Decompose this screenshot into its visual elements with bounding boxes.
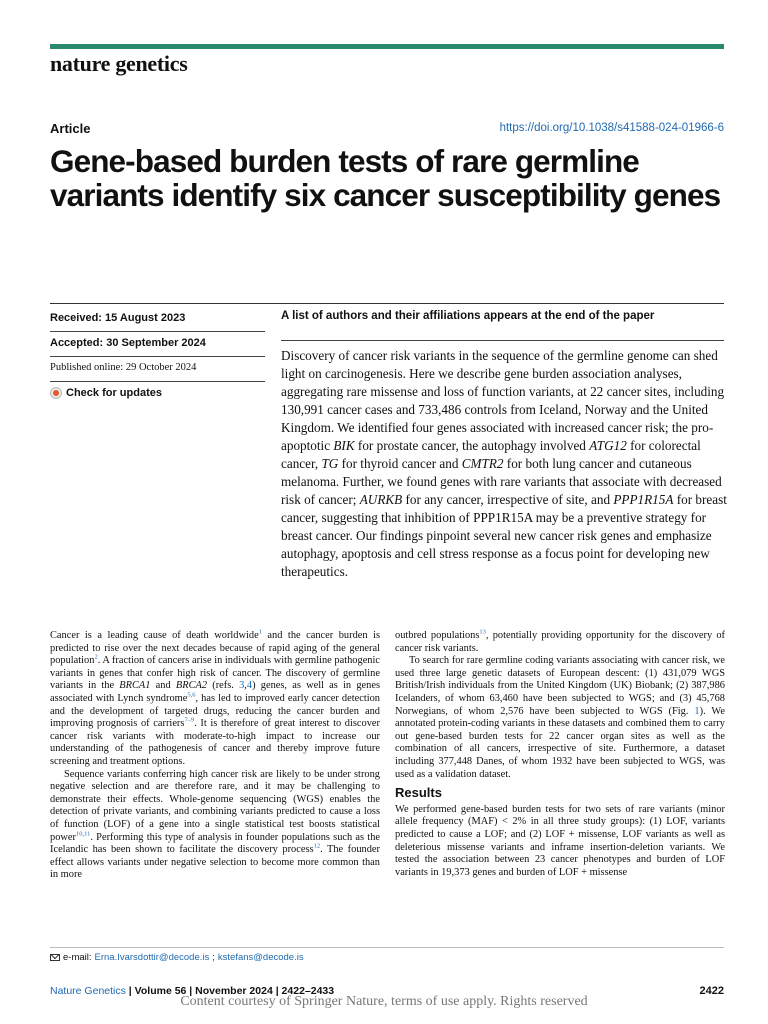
envelope-icon <box>50 954 60 961</box>
check-updates-label: Check for updates <box>66 387 162 399</box>
citation-link[interactable]: 4 <box>246 680 253 692</box>
article-type-label: Article <box>50 121 91 136</box>
header-accent-bar <box>50 44 724 49</box>
abstract: Discovery of cancer risk variants in the sequence of the germline genome can shed light on carcinogenesis. Here we describe gene burden association analyses, aggregating rare missense and loss of function variants, at 22 cancer sites, including 130,991 cancer cases and 733,486 controls from Iceland, Norway and the United Kingdom. We identified four genes associated with increased cancer risk; the pro-apoptotic BIK for prostate cancer, the autophagy involved ATG12 for colorectal cancer, TG for thyroid cancer and CMTR2 for both lung cancer and cutaneous melanoma. Further, we found genes with rare variants that associate with decreased risk of cancer; AURKB for any cancer, irrespective of site, and PPP1R15A for breast cancer, suggesting that inhibition of PPP1R15A may be a preventive strategy for breast cancer. Our findings pinpoint several new cancer risk genes and emphasize autophagy, apoptosis and cell stress response as a focus point for developing new therapeutics. <box>281 348 727 579</box>
intro-paragraph: Sequence variants conferring high cancer risk are likely to be under strong negative selection and are therefore rare, and it may be challenging to demonstrate their effects. Whole-genome sequencing (WGS) enables the detection of private variants, and combining variants predicted to cause a loss of function (LOF) of a gene into a single statistical test boosts statistical power$^{10,11}$. Performing this type of analysis in founder populations such as the Icelandic has been shown to facilitate the discovery process$^{12}$. The founder effect allows variants under negative selection to become more common than in more <box>50 768 380 881</box>
meta-divider <box>50 381 265 382</box>
gene-name: BRCA2 <box>175 680 208 692</box>
footer-journal-link[interactable]: Nature Genetics <box>50 985 126 997</box>
citation-link[interactable]: 12 <box>313 842 321 850</box>
figure-link[interactable]: 1 <box>694 705 700 717</box>
check-for-updates-button[interactable] <box>50 387 162 399</box>
email-link[interactable]: Erna.Ivarsdottir@decode.is <box>94 952 210 963</box>
meta-divider <box>50 331 265 332</box>
article-title: Gene-based burden tests of rare germline variants identify six cancer susceptibility genes <box>50 143 721 213</box>
received-date: Received: 15 August 2023 <box>50 312 186 324</box>
gene-name: AURKB <box>359 492 403 507</box>
citation-link[interactable]: 13 <box>479 628 486 636</box>
body-column-right <box>395 630 725 879</box>
intro-paragraph: Cancer is a leading cause of death worldwide$^1$ and the cancer burden is predicted to rise over the next decades because of rapid aging of the general population$^2$. A fraction of cancers arise in individuals with germline pathogenic variants in genes that confer high risk of cancer. The discovery of germline variants in the BRCA1 and BRCA2 (refs. 3,4) genes, as well as in genes associated with Lynch syndrome$^{5,6}$, has led to improved early cancer detection and the development of targeted drugs, reducing the cancer burden and improving prognosis of carriers$^{7-9}$. It is therefore of great interest to discover cancer risk variants with moderate-to-high impact to increase our understanding of the pathogenesis of cancer and thereby improve future screening and treatment options. <box>50 628 381 767</box>
journal-logo: nature genetics <box>50 51 188 76</box>
gene-name: PPP1R15A <box>613 492 674 507</box>
citation-link[interactable]: 5,6 <box>187 691 196 699</box>
courtesy-watermark: Content courtesy of Springer Nature, terms of use apply. Rights reserved <box>180 994 588 1009</box>
doi-link[interactable]: https://doi.org/10.1038/s41588-024-01966-6 <box>499 122 724 134</box>
correspondence-email: e-mail: Erna.Ivarsdottir@decode.is ; kstefans@decode.is <box>50 952 304 963</box>
title-divider <box>50 303 724 304</box>
gene-name: ATG12 <box>589 438 627 453</box>
intro-paragraph: To search for rare germline coding variants associating with cancer risk, we used three large genetic datasets of European descent: (1) 431,079 WGS British/Irish individuals from the United Kingdom (UK) Biobank; (2) 387,986 Icelanders, of whom 63,460 have been subjected to WGS; and (3) 45,768 Norwegians, of whom 2,576 have been subjected to WGS (Fig. 1). We annotated protein-coding variants in these datasets and combined them to carry out gene-based burden tests for 22 cancer organ sites as well as the combination of all cancers, irrespective of site. Furthermore, a dataset including 377,448 Danes, of whom 1932 have been subjected to WGS, was used as a validation dataset. <box>395 655 725 780</box>
gene-name: BRCA1 <box>119 680 151 692</box>
citation-link[interactable]: 3 <box>239 680 245 692</box>
published-date: Published online: 29 October 2024 <box>50 362 197 373</box>
body-column-left <box>50 630 380 882</box>
footer-journal-info: Nature Genetics | Volume 56 | November 2024 | 2422–2433 <box>50 985 335 997</box>
citation-link[interactable]: 2 <box>94 653 98 661</box>
citation-link[interactable]: 7–9 <box>184 716 195 724</box>
gene-name: CMTR2 <box>461 456 504 471</box>
authors-note: A list of authors and their affiliations appears at the end of the paper <box>281 310 655 322</box>
meta-divider <box>50 356 265 357</box>
gene-name: BIK <box>333 438 355 453</box>
page-number: 2422 <box>699 985 724 997</box>
email-link[interactable]: kstefans@decode.is <box>217 952 304 963</box>
accepted-date: Accepted: 30 September 2024 <box>50 337 206 349</box>
results-paragraph: We performed gene-based burden tests for two sets of rare variants (minor allele frequency (MAF) < 2% in all three study groups): (1) LOF, variants predicted to cause a LOF; and (2) LOF + missense, LOF variants as well as deleterious missense variants and inframe insertion-deletion variants. We tested the association between 23 cancer phenotypes and burden of LOF variants in 19,373 genes and burden of LOF + missense <box>395 803 725 878</box>
gene-name: TG <box>321 456 339 471</box>
intro-paragraph: outbred populations$^{13}$, potentially providing opportunity for the discovery of cancer risk variants. <box>395 628 725 654</box>
citation-link[interactable]: 1 <box>258 628 262 636</box>
abstract-divider <box>281 340 724 341</box>
email-label: e-mail: <box>63 952 92 963</box>
footer-divider <box>50 947 724 948</box>
check-updates-icon <box>50 387 62 399</box>
results-heading: Results <box>395 785 442 801</box>
citation-link[interactable]: 10,11 <box>75 830 91 838</box>
